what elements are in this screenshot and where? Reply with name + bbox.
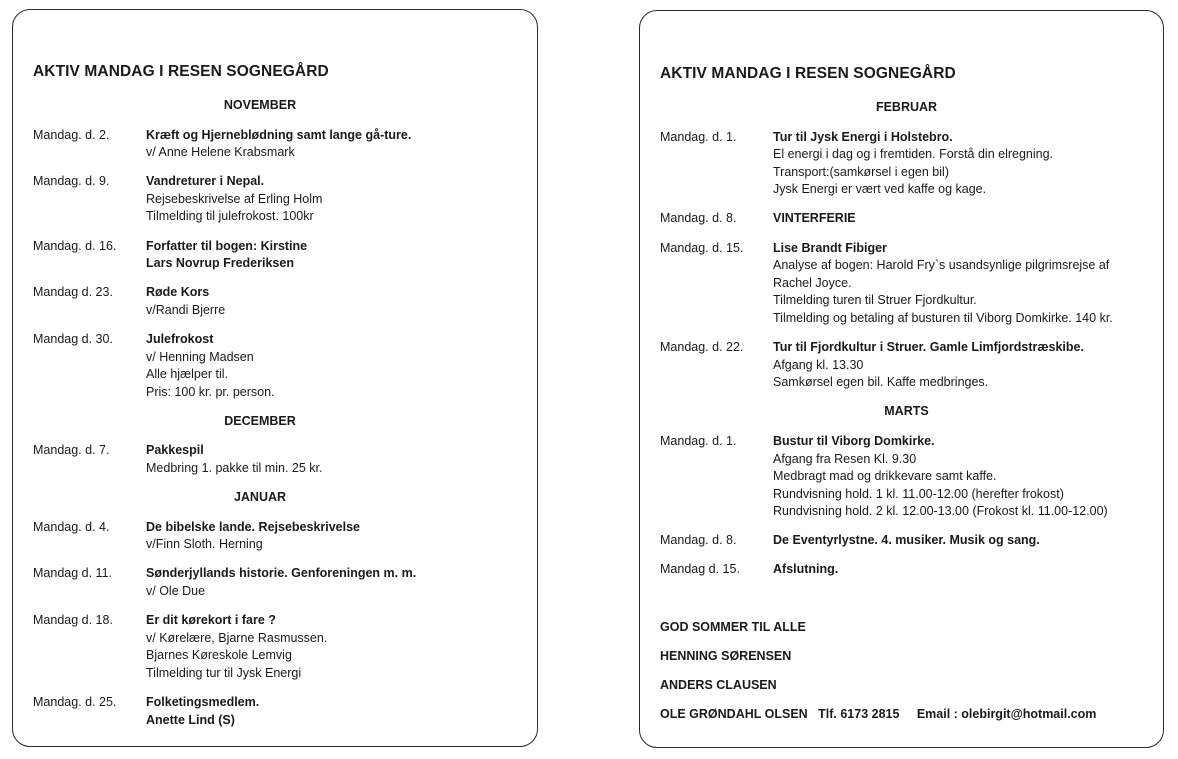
entry-body: [773, 129, 1153, 199]
entry-topic: Afslutning.: [773, 562, 839, 577]
entry-topic: Pakkespil: [146, 443, 204, 458]
schedule-entry: [33, 612, 527, 682]
entry-date: Mandag. d. 25.: [33, 694, 117, 709]
schedule-entry: [33, 284, 527, 319]
entry-detail: v/Finn Sloth. Herning: [146, 537, 263, 552]
entry-topic: Vandreturer i Nepal.: [146, 174, 265, 189]
footer-spacer: [660, 591, 1153, 619]
entry-detail: Bjarnes Køreskole Lemvig: [146, 648, 292, 663]
entry-detail: v/ Kørelære, Bjarne Rasmussen.: [146, 630, 328, 645]
entry-topic: Kræft og Hjerneblødning samt lange gå-ture.: [146, 127, 412, 142]
entry-body: [146, 565, 527, 600]
schedule-entry: [33, 127, 527, 162]
entry-detail: Rejsebeskrivelse af Erling Holm: [146, 191, 323, 206]
entry-body: [146, 173, 527, 226]
entry-detail: Tilmelding turen til Struer Fjordkultur.: [773, 293, 977, 308]
left-page-title: AKTIV MANDAG I RESEN SOGNEGÅRD: [33, 63, 329, 80]
entry-date: Mandag d. 30.: [33, 331, 113, 346]
right-schedule: [660, 99, 1153, 723]
entry-detail: Pris: 100 kr. pr. person.: [146, 384, 275, 399]
right-sections: [660, 99, 1153, 579]
entry-detail: Tilmelding til julefrokost. 100kr: [146, 209, 314, 224]
entry-topic: Tur til Jysk Energi i Holstebro.: [773, 129, 953, 144]
entry-date: Mandag. d. 2.: [33, 127, 110, 142]
signer-name: ANDERS CLAUSEN: [660, 677, 777, 692]
entry-date: Mandag. d. 1.: [660, 433, 737, 448]
entry-detail: Rundvisning hold. 1 kl. 11.00-12.00 (herefter frokost): [773, 486, 1064, 501]
entry-body: [773, 210, 1153, 228]
entry-topic: Røde Kors: [146, 285, 210, 300]
entry-detail: Tilmelding tur til Jysk Energi: [146, 665, 302, 680]
month-heading: NOVEMBER: [223, 98, 297, 112]
entry-date: Mandag d. 18.: [33, 613, 113, 628]
entry-body: [773, 561, 1153, 579]
entry-detail: Transport:(samkørsel i egen bil): [773, 164, 949, 179]
entry-topic: Anette Lind (S): [146, 712, 235, 727]
left-page-panel: [12, 9, 538, 747]
entry-topic: De bibelske lande. Rejsebeskrivelse: [146, 519, 361, 534]
entry-date: Mandag. d. 4.: [33, 519, 110, 534]
entry-body: [773, 339, 1153, 392]
entry-body: [146, 442, 527, 477]
entry-detail: El energi i dag og i fremtiden. Forstå din elregning.: [773, 147, 1054, 162]
schedule-entry: [33, 694, 527, 729]
entry-detail: v/ Henning Madsen: [146, 349, 254, 364]
month-heading: JANUAR: [233, 490, 287, 505]
entry-detail: Afgang fra Resen Kl. 9.30: [773, 451, 917, 466]
month-heading: DECEMBER: [224, 413, 296, 428]
entry-date: Mandag. d. 1.: [660, 129, 737, 144]
entry-body: [146, 127, 527, 162]
contact-email: Email : olebirgit@hotmail.com: [916, 706, 1097, 721]
contact-phone: Tlf. 6173 2815: [818, 706, 900, 721]
entry-date: Mandag d. 15.: [660, 562, 740, 577]
entry-detail: Jysk Energi er vært ved kaffe og kage.: [773, 182, 987, 197]
entry-detail: v/ Ole Due: [146, 583, 206, 598]
entry-detail: Alle hjælper til.: [146, 367, 228, 382]
entry-body: [146, 284, 527, 319]
left-schedule: [33, 97, 527, 741]
entry-detail: v/ Anne Helene Krabsmark: [146, 145, 295, 160]
entry-topic: Er dit kørekort i fare ?: [146, 613, 276, 628]
entry-topic: De Eventyrlystne. 4. musiker. Musik og sang.: [773, 533, 1040, 548]
entry-detail: Tilmelding og betaling af busturen til Viborg Domkirke. 140 kr.: [773, 310, 1113, 325]
schedule-entry: [33, 238, 527, 273]
entry-date: Mandag. d. 15.: [660, 240, 744, 255]
entry-detail: Rachel Joyce.: [773, 275, 852, 290]
entry-detail: Medbring 1. pakke til min. 25 kr.: [146, 461, 323, 475]
schedule-entry: [660, 129, 1153, 199]
entry-topic: Julefrokost: [146, 331, 214, 346]
entry-topic: Tur til Fjordkultur i Struer. Gamle Limfjordstræskibe.: [773, 340, 1084, 355]
entry-date: Mandag. d. 22.: [660, 340, 744, 355]
schedule-entry: [33, 565, 527, 600]
entry-date: Mandag. d. 9.: [33, 174, 110, 189]
entry-date: Mandag. d. 8.: [660, 211, 737, 226]
schedule-entry: [660, 240, 1153, 328]
month-heading: MARTS: [884, 404, 929, 419]
entry-detail: Afgang kl. 13.30: [773, 357, 864, 372]
right-page-panel: [639, 10, 1164, 748]
entry-date: Mandag. d. 16.: [33, 238, 117, 253]
contact-name: OLE GRØNDAHL OLSEN: [660, 706, 808, 721]
entry-body: [146, 612, 527, 682]
entry-body: [773, 532, 1153, 550]
entry-detail: Samkørsel egen bil. Kaffe medbringes.: [773, 375, 989, 390]
entry-topic: Sønderjyllands historie. Genforeningen m. m.: [146, 566, 417, 581]
entry-date: Mandag d. 11.: [33, 566, 112, 581]
schedule-entry: [33, 331, 527, 401]
schedule-entry: [33, 519, 527, 554]
schedule-entry: [660, 210, 1153, 228]
greeting-text: GOD SOMMER TIL ALLE: [660, 619, 806, 634]
schedule-entry: [33, 173, 527, 226]
entry-body: [146, 694, 527, 729]
entry-topic: VINTERFERIE: [773, 211, 856, 226]
entry-topic: Lise Brandt Fibiger: [773, 240, 887, 255]
month-heading: FEBRUAR: [875, 100, 938, 114]
entry-detail: Rundvisning hold. 2 kl. 12.00-13.00 (Frokost kl. 11.00-12.00): [773, 504, 1108, 519]
entry-body: [773, 240, 1153, 328]
entry-detail: Medbragt mad og drikkevare samt kaffe.: [773, 469, 997, 484]
entry-detail: v/Randi Bjerre: [146, 302, 226, 317]
schedule-entry: [660, 433, 1153, 521]
entry-date: Mandag. d. 7.: [33, 443, 110, 458]
entry-topic: Lars Novrup Frederiksen: [146, 256, 294, 271]
entry-topic: Bustur til Viborg Domkirke.: [773, 433, 935, 448]
schedule-entry: [660, 339, 1153, 392]
schedule-entry: [660, 532, 1153, 550]
entry-body: [773, 433, 1153, 521]
entry-body: [146, 519, 527, 554]
entry-date: Mandag d. 23.: [33, 285, 113, 300]
entry-topic: Folketingsmedlem.: [146, 694, 260, 709]
contact-line: [660, 706, 1153, 724]
entry-body: [146, 331, 527, 401]
entry-detail: Analyse af bogen: Harold Fry`s usandsynlige pilgrimsrejse af: [773, 258, 1110, 273]
entry-body: [146, 238, 527, 273]
signer-name: HENNING SØRENSEN: [660, 648, 792, 663]
entry-topic: Forfatter til bogen: Kirstine: [146, 238, 308, 253]
entry-date: Mandag. d. 8.: [660, 533, 737, 548]
schedule-entry: [660, 561, 1153, 579]
schedule-entry: [33, 442, 527, 477]
right-page-title: AKTIV MANDAG I RESEN SOGNEGÅRD: [660, 65, 956, 82]
